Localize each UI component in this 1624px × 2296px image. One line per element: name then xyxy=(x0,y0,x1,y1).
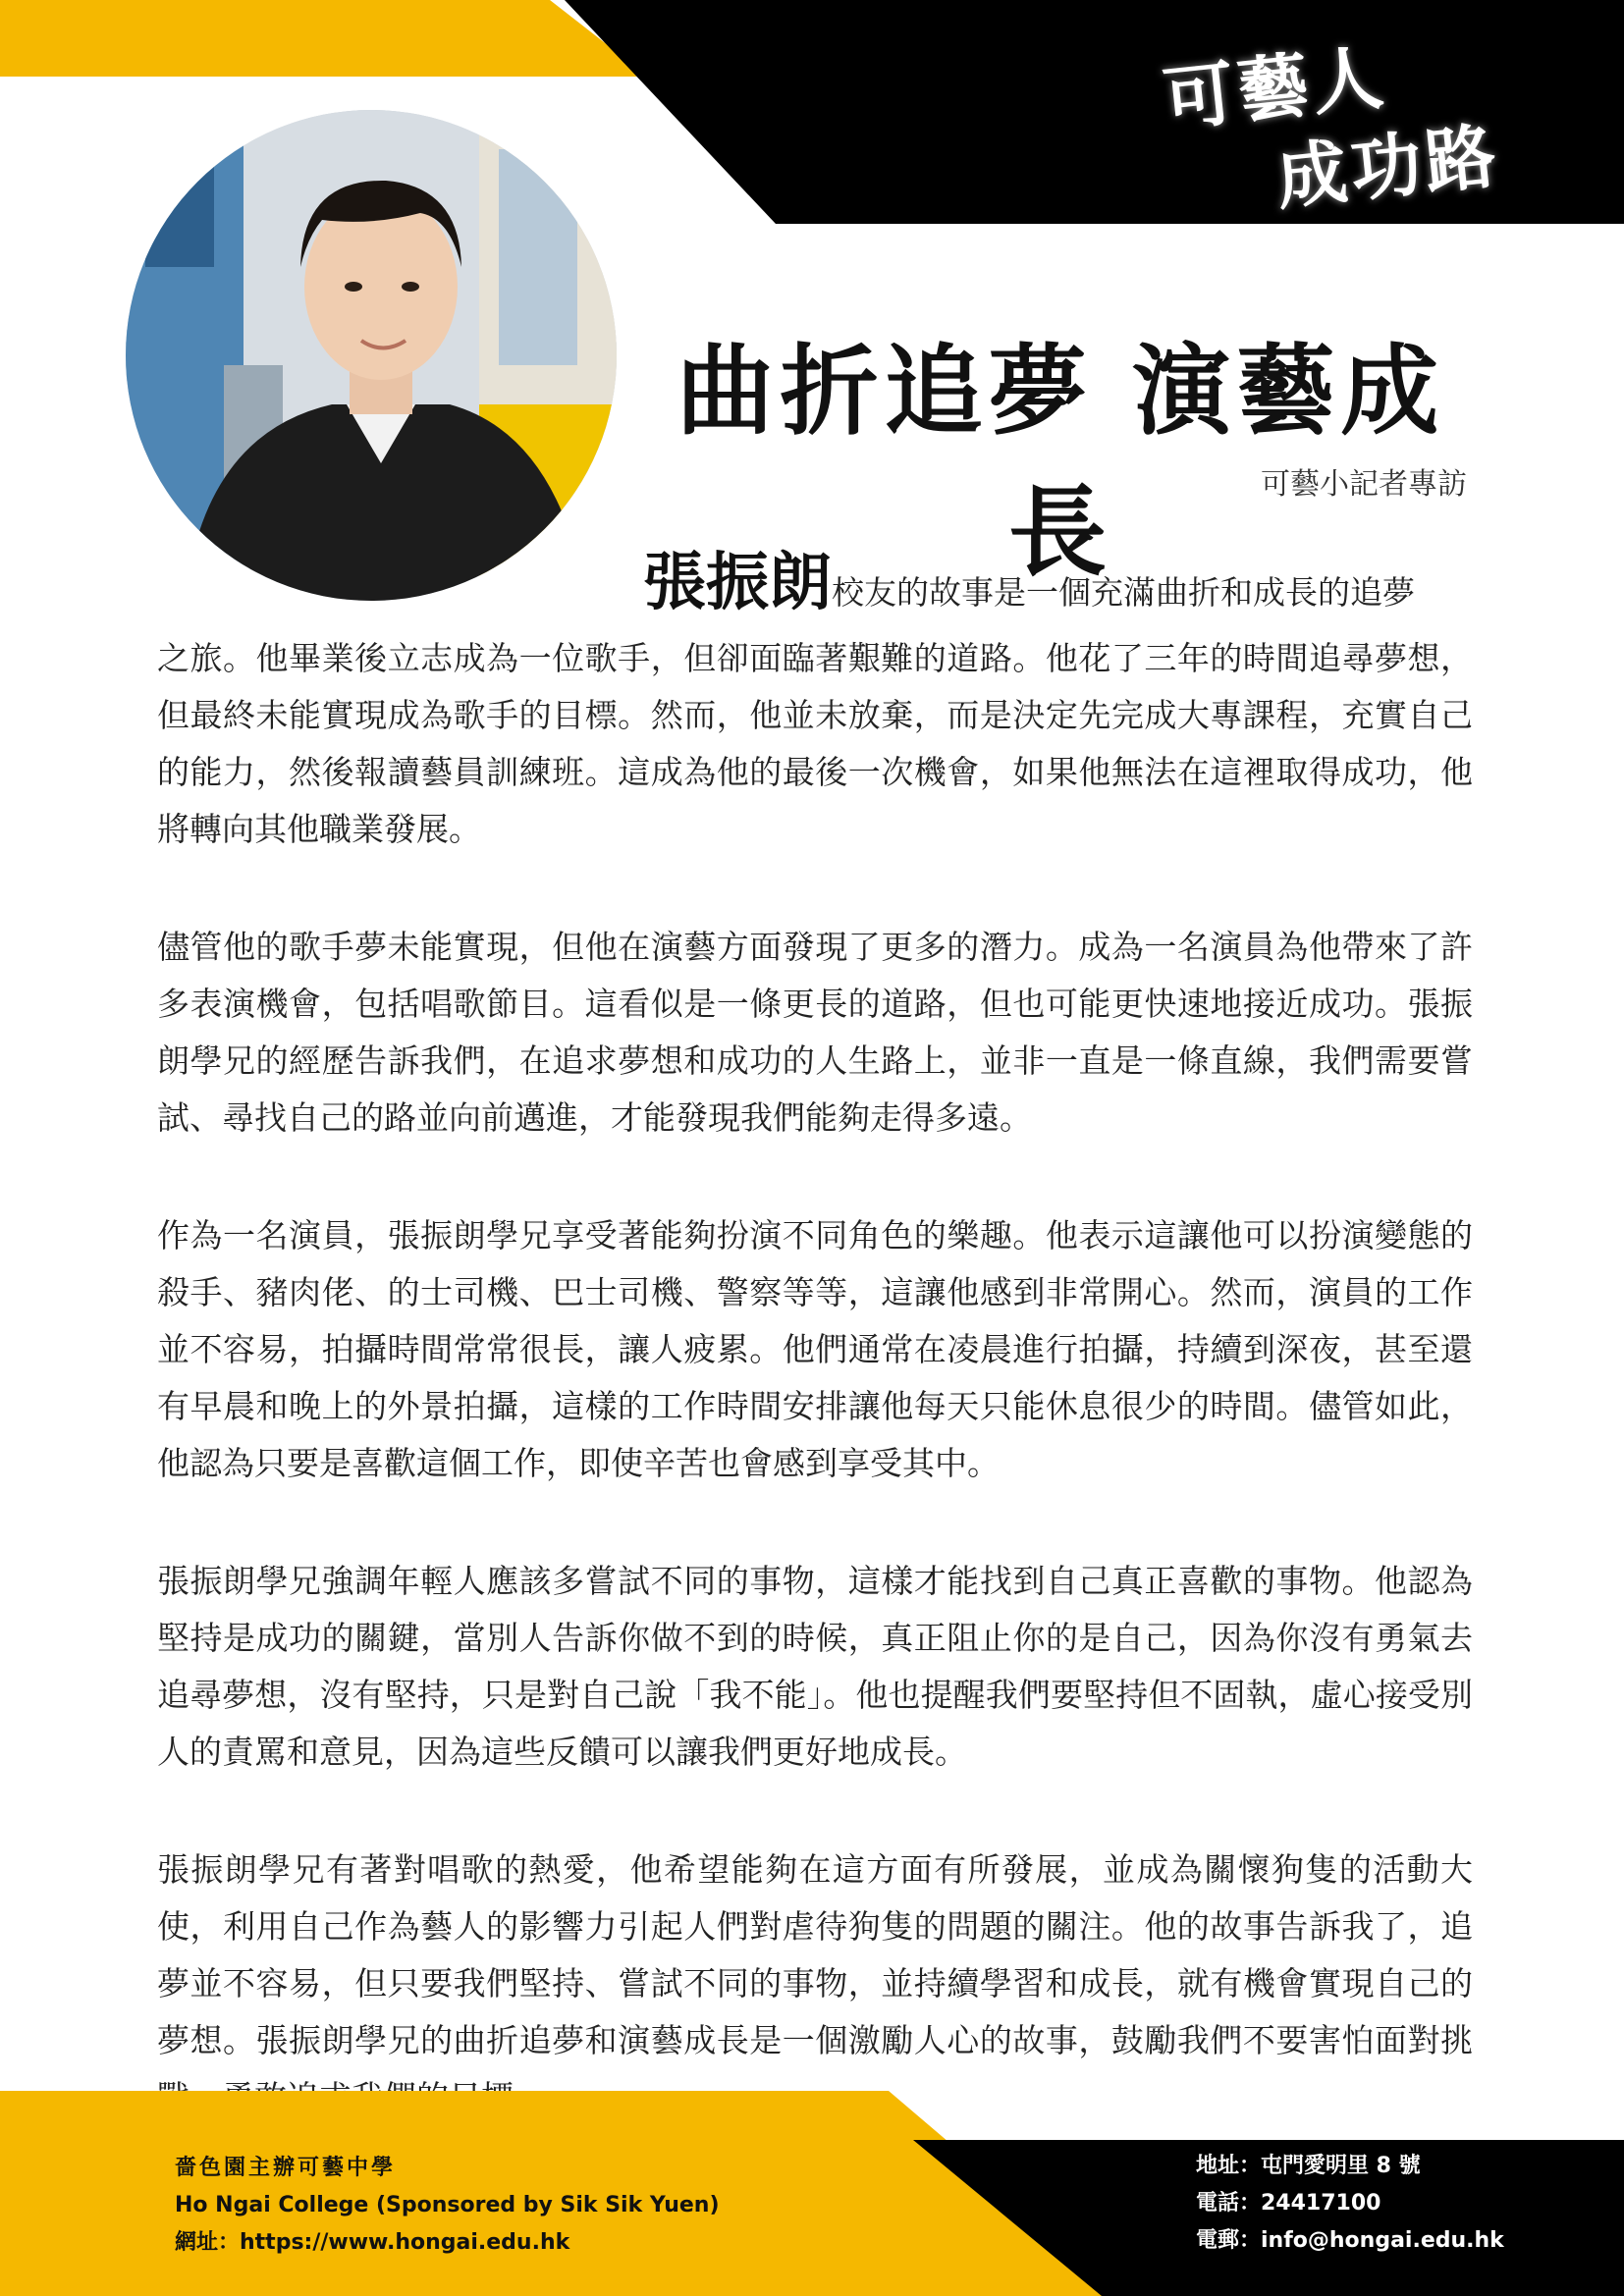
footer-address: 地址：屯門愛明里 8 號 xyxy=(1196,2154,1421,2178)
paragraph-4: 張振朗學兄強調年輕人應該多嘗試不同的事物，這樣才能找到自己真正喜歡的事物。他認為堅持是成功的關鍵，當別人告訴你做不到的時候，真正阻止你的是自己，因為你沒有勇氣去追尋夢想，沒有堅持，只是對自己說「我不能」。他也提醒我們要堅持但不固執，虛心接受別人的責罵和意見，因為這些反饋可以讓我們更好地成長。 xyxy=(157,1562,1473,1771)
article-body xyxy=(157,630,1473,2187)
lead-line xyxy=(643,538,1468,638)
footer-contact-info xyxy=(1196,2148,1504,2260)
footer-org-cn: 嗇色園主辦可藝中學 xyxy=(175,2156,397,2180)
footer-website[interactable]: 網址：https://www.hongai.edu.hk xyxy=(175,2230,570,2255)
byline: 可藝小記者專訪 xyxy=(1261,467,1467,502)
paragraph-2: 儘管他的歌手夢未能實現，但他在演藝方面發現了更多的潛力。成為一名演員為他帶來了許多表演機會，包括唱歌節目。這看似是一條更長的道路，但也可能更快速地接近成功。張振朗學兄的經歷告訴我們，在追求夢想和成功的人生路上，並非一直是一條直線，我們需要嘗試、尋找自己的路並向前邁進，才能發現我們能夠走得多遠。 xyxy=(157,928,1473,1137)
footer-school-info xyxy=(175,2150,720,2262)
header-yellow-band xyxy=(0,0,648,77)
portrait-photo xyxy=(126,110,617,601)
logo-line1: 可藝人 xyxy=(1159,34,1391,141)
article-title: 曲折追夢 演藝成長 xyxy=(676,334,1445,590)
logo-line2: 成功路 xyxy=(1272,113,1504,220)
footer-phone: 電話：24417100 xyxy=(1196,2191,1381,2216)
paragraph-3: 作為一名演員，張振朗學兄享受著能夠扮演不同角色的樂趣。他表示這讓他可以扮演變態的殺手、豬肉佬、的士司機、巴士司機、警察等等，這讓他感到非常開心。然而，演員的工作並不容易，拍攝時間常常很長，讓人疲累。他們通常在凌晨進行拍攝，持續到深夜，甚至還有早晨和晚上的外景拍攝，這樣的工作時間安排讓他每天只能休息很少的時間。儘管如此，他認為只要是喜歡這個工作，即使辛苦也會感到享受其中。 xyxy=(157,1216,1473,1482)
footer-email[interactable]: 電郵：info@hongai.edu.hk xyxy=(1196,2228,1504,2253)
logo xyxy=(1143,22,1565,220)
subject-name: 張振朗 xyxy=(643,547,832,619)
footer-org-en: Ho Ngai College (Sponsored by Sik Sik Yuen) xyxy=(175,2193,720,2217)
paragraph-1: 之旅。他畢業後立志成為一位歌手，但卻面臨著艱難的道路。他花了三年的時間追尋夢想，但最終未能實現成為歌手的目標。然而，他並未放棄，而是決定先完成大專課程，充實自己的能力，然後報讀藝員訓練班。這成為他的最後一次機會，如果他無法在這裡取得成功，他將轉向其他職業發展。 xyxy=(157,639,1473,848)
lead-text: 校友的故事是一個充滿曲折和成長的追夢 xyxy=(832,573,1415,612)
paragraph-5: 張振朗學兄有著對唱歌的熱愛，他希望能夠在這方面有所發展，並成為關懷狗隻的活動大使，利用自己作為藝人的影響力引起人們對虐待狗隻的問題的關注。他的故事告訴我了，追夢並不容易，但只要我們堅持、嘗試不同的事物，並持續學習和成長，就有機會實現自己的夢想。張振朗學兄的曲折追夢和演藝成長是一個激勵人心的故事，鼓勵我們不要害怕面對挑 xyxy=(157,1850,1473,2059)
